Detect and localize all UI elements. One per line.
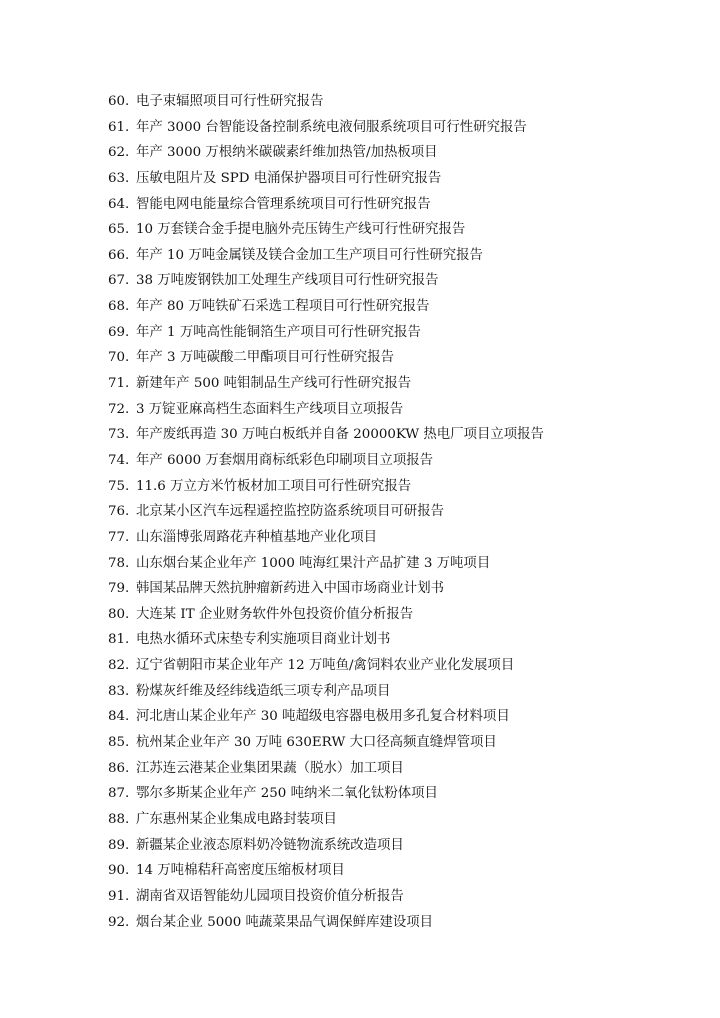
list-item-number: 77. — [108, 529, 130, 545]
list-item — [108, 422, 544, 448]
list-item-text: 年产 6000 万套烟用商标纸彩色印刷项目立项报告 — [136, 452, 434, 468]
list-item-number: 82. — [108, 658, 130, 674]
list-item-text: 山东淄博张周路花卉种植基地产业化项目 — [136, 529, 378, 545]
list-item-text: 韩国某品牌天然抗肿瘤新药进入中国市场商业计划书 — [136, 581, 444, 597]
list-item-number: 67. — [108, 273, 130, 289]
list-item-text: 年产 3 万吨碳酸二甲酯项目可行性研究报告 — [136, 350, 395, 366]
list-item-text: 智能电网电能量综合管理系统项目可行性研究报告 — [136, 196, 431, 212]
list-item — [108, 781, 544, 807]
list-item-number: 68. — [108, 299, 130, 315]
list-item — [108, 499, 544, 525]
list-item-number: 75. — [108, 478, 130, 494]
list-item-number: 78. — [108, 555, 130, 571]
list-item — [108, 474, 544, 500]
list-item-text: 新建年产 500 吨钼制品生产线可行性研究报告 — [136, 376, 412, 392]
list-item-text: 鄂尔多斯某企业年产 250 吨纳米二氧化钛粉体项目 — [136, 786, 438, 802]
list-item — [108, 192, 544, 218]
list-item-text: 电子束辐照项目可行性研究报告 — [136, 94, 324, 109]
list-item-number: 87. — [108, 786, 130, 802]
list-item-text: 新疆某企业液态原料奶冷链物流系统改造项目 — [136, 837, 404, 853]
list-item-text: 北京某小区汽车远程遥控监控防盗系统项目可研报告 — [136, 504, 444, 520]
list-item — [108, 371, 544, 397]
list-item-number: 91. — [108, 888, 130, 904]
list-item-text: 河北唐山某企业年产 30 吨超级电容器电极用多孔复合材料项目 — [136, 709, 510, 725]
list-item-number: 89. — [108, 837, 130, 853]
list-item-text: 江苏连云港某企业集团果蔬（脱水）加工项目 — [136, 760, 404, 776]
list-item — [108, 294, 544, 320]
list-item-number: 90. — [108, 863, 130, 879]
list-item — [108, 551, 544, 577]
list-item — [108, 627, 544, 653]
list-item — [108, 166, 544, 192]
list-item-text: 年产废纸再造 30 万吨白板纸并自备 20000KW 热电厂项目立项报告 — [136, 427, 544, 443]
list-item-number: 80. — [108, 606, 130, 622]
list-item-text: 烟台某企业 5000 吨蔬菜果品气调保鲜库建设项目 — [136, 914, 434, 930]
list-item-text: 10 万套镁合金手提电脑外壳压铸生产线可行性研究报告 — [136, 222, 466, 238]
list-item-number: 79. — [108, 581, 130, 597]
list-item — [108, 89, 544, 115]
list-item — [108, 140, 544, 166]
list-item-number: 81. — [108, 632, 130, 648]
list-item-number: 65. — [108, 222, 130, 238]
list-item-text: 3 万锭亚麻高档生态面料生产线项目立项报告 — [136, 401, 404, 417]
list-item — [108, 397, 544, 423]
list-item-number: 92. — [108, 914, 130, 930]
list-item-number: 86. — [108, 760, 130, 776]
report-list — [108, 89, 544, 935]
list-item-number: 74. — [108, 452, 130, 468]
list-item-number: 84. — [108, 709, 130, 725]
list-item — [108, 243, 544, 269]
list-item-number: 61. — [108, 119, 130, 135]
list-item-text: 湖南省双语智能幼儿园项目投资价值分析报告 — [136, 888, 404, 904]
list-item-number: 60. — [108, 94, 130, 109]
list-item — [108, 884, 544, 910]
list-item-text: 电热水循环式床垫专利实施项目商业计划书 — [136, 632, 391, 648]
list-item-text: 38 万吨废钢铁加工处理生产线项目可行性研究报告 — [136, 273, 439, 289]
list-item-text: 11.6 万立方米竹板材加工项目可行性研究报告 — [136, 478, 412, 494]
list-item — [108, 448, 544, 474]
list-item-text: 山东烟台某企业年产 1000 吨海红果汁产品扩建 3 万吨项目 — [136, 555, 491, 571]
list-item-number: 88. — [108, 811, 130, 827]
list-item-text: 14 万吨棉秸秆高密度压缩板材项目 — [136, 863, 345, 879]
list-item — [108, 320, 544, 346]
list-item-text: 广东惠州某企业集成电路封装项目 — [136, 811, 337, 827]
list-item-text: 压敏电阻片及 SPD 电涌保护器项目可行性研究报告 — [136, 170, 442, 186]
list-item — [108, 679, 544, 705]
list-item — [108, 525, 544, 551]
list-item — [108, 653, 544, 679]
list-item — [108, 756, 544, 782]
list-item — [108, 345, 544, 371]
list-item — [108, 858, 544, 884]
list-item-number: 72. — [108, 401, 130, 417]
list-item-number: 69. — [108, 324, 130, 340]
list-item-number: 71. — [108, 376, 130, 392]
list-item-text: 年产 80 万吨铁矿石采选工程项目可行性研究报告 — [136, 299, 430, 315]
list-item — [108, 217, 544, 243]
list-item — [108, 807, 544, 833]
list-item-number: 85. — [108, 735, 130, 751]
list-item — [108, 576, 544, 602]
list-item-number: 64. — [108, 196, 130, 212]
list-item — [108, 833, 544, 859]
list-item-text: 大连某 IT 企业财务软件外包投资价值分析报告 — [136, 606, 414, 622]
list-item — [108, 602, 544, 628]
list-item-text: 年产 3000 万根纳米碳碳素纤维加热管/加热板项目 — [136, 145, 438, 161]
list-item — [108, 910, 544, 936]
list-item-text: 年产 10 万吨金属镁及镁合金加工生产项目可行性研究报告 — [136, 247, 483, 263]
list-item — [108, 730, 544, 756]
list-item-number: 83. — [108, 683, 130, 699]
list-item-number: 70. — [108, 350, 130, 366]
list-item-number: 66. — [108, 247, 130, 263]
list-item-number: 73. — [108, 427, 130, 443]
list-item-text: 年产 1 万吨高性能铜箔生产项目可行性研究报告 — [136, 324, 421, 340]
list-item-text: 杭州某企业年产 30 万吨 630ERW 大口径高频直缝焊管项目 — [136, 735, 497, 751]
list-item-number: 63. — [108, 170, 130, 186]
list-item-number: 76. — [108, 504, 130, 520]
list-item — [108, 704, 544, 730]
list-item — [108, 115, 544, 141]
list-item-number: 62. — [108, 145, 130, 161]
list-item-text: 粉煤灰纤维及经纬线造纸三项专利产品项目 — [136, 683, 391, 699]
list-item-text: 辽宁省朝阳市某企业年产 12 万吨鱼/禽饲料农业产业化发展项目 — [136, 658, 515, 674]
list-item — [108, 268, 544, 294]
list-item-text: 年产 3000 台智能设备控制系统电液伺服系统项目可行性研究报告 — [136, 119, 527, 135]
